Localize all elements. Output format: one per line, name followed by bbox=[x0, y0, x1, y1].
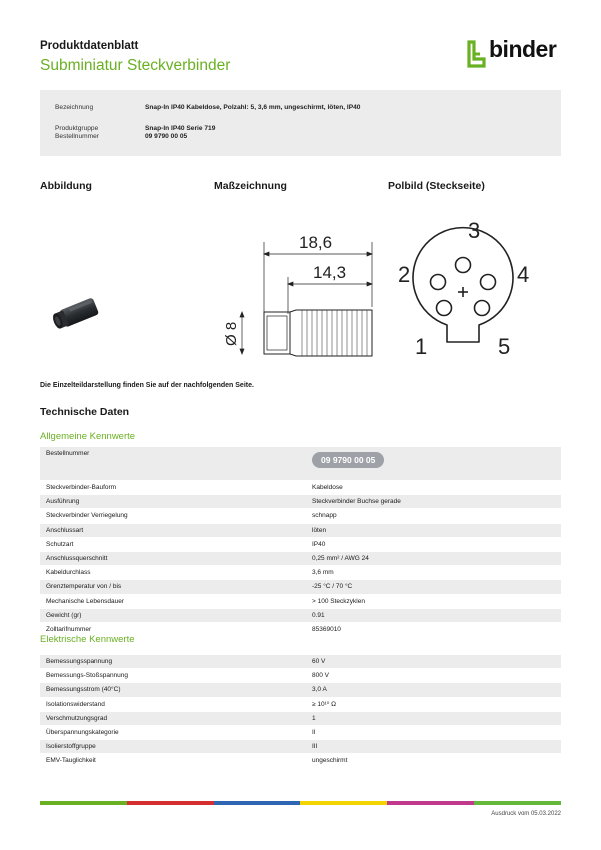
table-row bbox=[40, 754, 561, 768]
table-row bbox=[40, 495, 561, 509]
info-value-order-number: 09 9790 00 05 bbox=[145, 133, 188, 140]
section-pinout-heading: Polbild (Steckseite) bbox=[388, 180, 485, 192]
dim-total-length: 18,6 bbox=[299, 233, 333, 252]
dimension-drawing bbox=[212, 222, 382, 362]
spec-label: Ausführung bbox=[40, 495, 306, 509]
info-label-product-group: Produktgruppe bbox=[55, 125, 99, 132]
section-dimension-heading: Maßzeichnung bbox=[214, 180, 287, 192]
table-row bbox=[40, 608, 561, 622]
info-label-order-number: Bestellnummer bbox=[55, 133, 99, 140]
spec-value: -25 °C / 70 °C bbox=[306, 580, 561, 594]
spec-value: II bbox=[306, 725, 561, 739]
table-row bbox=[40, 740, 561, 754]
spec-value: Kabeldose bbox=[306, 481, 561, 495]
spec-label: Bemessungsspannung bbox=[40, 655, 306, 669]
spec-value: 85369010 bbox=[306, 622, 561, 636]
table-row bbox=[40, 683, 561, 697]
spec-label: EMV-Tauglichkeit bbox=[40, 754, 306, 768]
spec-value: 3,0 A bbox=[306, 683, 561, 697]
color-bar-segment bbox=[474, 801, 561, 805]
spec-value: 800 V bbox=[306, 669, 561, 683]
spec-value: schnapp bbox=[306, 509, 561, 523]
table-row bbox=[40, 725, 561, 739]
spec-value: III bbox=[306, 740, 561, 754]
table-row bbox=[40, 509, 561, 523]
table-row bbox=[40, 711, 561, 725]
spec-label: Bestellnummer bbox=[40, 447, 306, 481]
spec-value: ≥ 10¹⁰ Ω bbox=[306, 697, 561, 711]
spec-value: 0,25 mm² / AWG 24 bbox=[306, 551, 561, 565]
spec-value: Steckverbinder Buchse gerade bbox=[306, 495, 561, 509]
product-image bbox=[48, 290, 108, 340]
table-row bbox=[40, 669, 561, 683]
info-label-designation: Bezeichnung bbox=[55, 104, 94, 111]
spec-label: Kabeldurchlass bbox=[40, 566, 306, 580]
pin-label-4: 4 bbox=[517, 262, 530, 287]
spec-label: Gewicht (gr) bbox=[40, 608, 306, 622]
table-row bbox=[40, 551, 561, 565]
spec-label: Isolierstoffgruppe bbox=[40, 740, 306, 754]
electrical-specs-table bbox=[40, 655, 561, 769]
spec-value: IP40 bbox=[306, 537, 561, 551]
table-row bbox=[40, 481, 561, 495]
spec-value: 1 bbox=[306, 711, 561, 725]
pin-label-3: 3 bbox=[468, 218, 481, 243]
spec-value: > 100 Steckzyklen bbox=[306, 594, 561, 608]
spec-label: Anschlussquerschnitt bbox=[40, 551, 306, 565]
spec-value bbox=[306, 447, 561, 481]
binder-logo-icon bbox=[467, 40, 487, 70]
logo-text: binder bbox=[489, 36, 557, 62]
spec-value: 0.91 bbox=[306, 608, 561, 622]
general-specs-table bbox=[40, 447, 561, 637]
exploded-view-note: Die Einzelteildarstellung finden Sie auf der nachfolgenden Seite. bbox=[40, 382, 254, 389]
spec-label: Mechanische Lebensdauer bbox=[40, 594, 306, 608]
color-bar-segment bbox=[214, 801, 301, 805]
spec-label: Schutzart bbox=[40, 537, 306, 551]
print-date: Ausdruck vom 05.03.2022 bbox=[491, 811, 561, 817]
dim-diameter: Ø 8 bbox=[223, 321, 240, 346]
color-bar-segment bbox=[387, 801, 474, 805]
info-value-designation: Snap-In IP40 Kabeldose, Polzahl: 5, 3,6 mm, ungeschirmt, löten, IP40 bbox=[145, 104, 361, 111]
spec-value: löten bbox=[306, 523, 561, 537]
table-row bbox=[40, 447, 561, 481]
color-bar-segment bbox=[127, 801, 214, 805]
pinout-drawing bbox=[394, 218, 534, 364]
spec-value: 3,6 mm bbox=[306, 566, 561, 580]
spec-label: Steckverbinder-Bauform bbox=[40, 481, 306, 495]
table-row bbox=[40, 655, 561, 669]
section-image-heading: Abbildung bbox=[40, 180, 92, 192]
color-bar-segment bbox=[40, 801, 127, 805]
pin-label-2: 2 bbox=[398, 262, 411, 287]
spec-value: 60 V bbox=[306, 655, 561, 669]
spec-label: Anschlussart bbox=[40, 523, 306, 537]
spec-label: Grenztemperatur von / bis bbox=[40, 580, 306, 594]
spec-label: Überspannungskategorie bbox=[40, 725, 306, 739]
electrical-specs-heading: Elektrische Kennwerte bbox=[40, 634, 135, 645]
spec-label: Bemessungsstrom (40°C) bbox=[40, 683, 306, 697]
table-row bbox=[40, 594, 561, 608]
table-row bbox=[40, 537, 561, 551]
document-type: Produktdatenblatt bbox=[40, 40, 139, 52]
technical-data-heading: Technische Daten bbox=[40, 406, 130, 418]
spec-label: Isolationswiderstand bbox=[40, 697, 306, 711]
table-row bbox=[40, 566, 561, 580]
color-bar bbox=[40, 801, 561, 805]
part-number-badge: 09 9790 00 05 bbox=[312, 452, 384, 468]
spec-label: Steckverbinder Verriegelung bbox=[40, 509, 306, 523]
table-row bbox=[40, 580, 561, 594]
spec-value: ungeschirmt bbox=[306, 754, 561, 768]
pin-label-1: 1 bbox=[415, 334, 428, 359]
spec-label: Verschmutzungsgrad bbox=[40, 711, 306, 725]
spec-label: Zolltarifnummer bbox=[40, 622, 306, 636]
dim-body-length: 14,3 bbox=[313, 263, 347, 282]
color-bar-segment bbox=[300, 801, 387, 805]
page-title: Subminiatur Steckverbinder bbox=[40, 57, 231, 74]
general-specs-heading: Allgemeine Kennwerte bbox=[40, 431, 136, 442]
brand-logo bbox=[467, 36, 563, 70]
table-row bbox=[40, 697, 561, 711]
table-row bbox=[40, 523, 561, 537]
spec-label: Bemessungs-Stoßspannung bbox=[40, 669, 306, 683]
product-info-box bbox=[40, 90, 561, 156]
info-value-product-group: Snap-In IP40 Serie 719 bbox=[145, 125, 216, 132]
pin-label-5: 5 bbox=[498, 334, 511, 359]
